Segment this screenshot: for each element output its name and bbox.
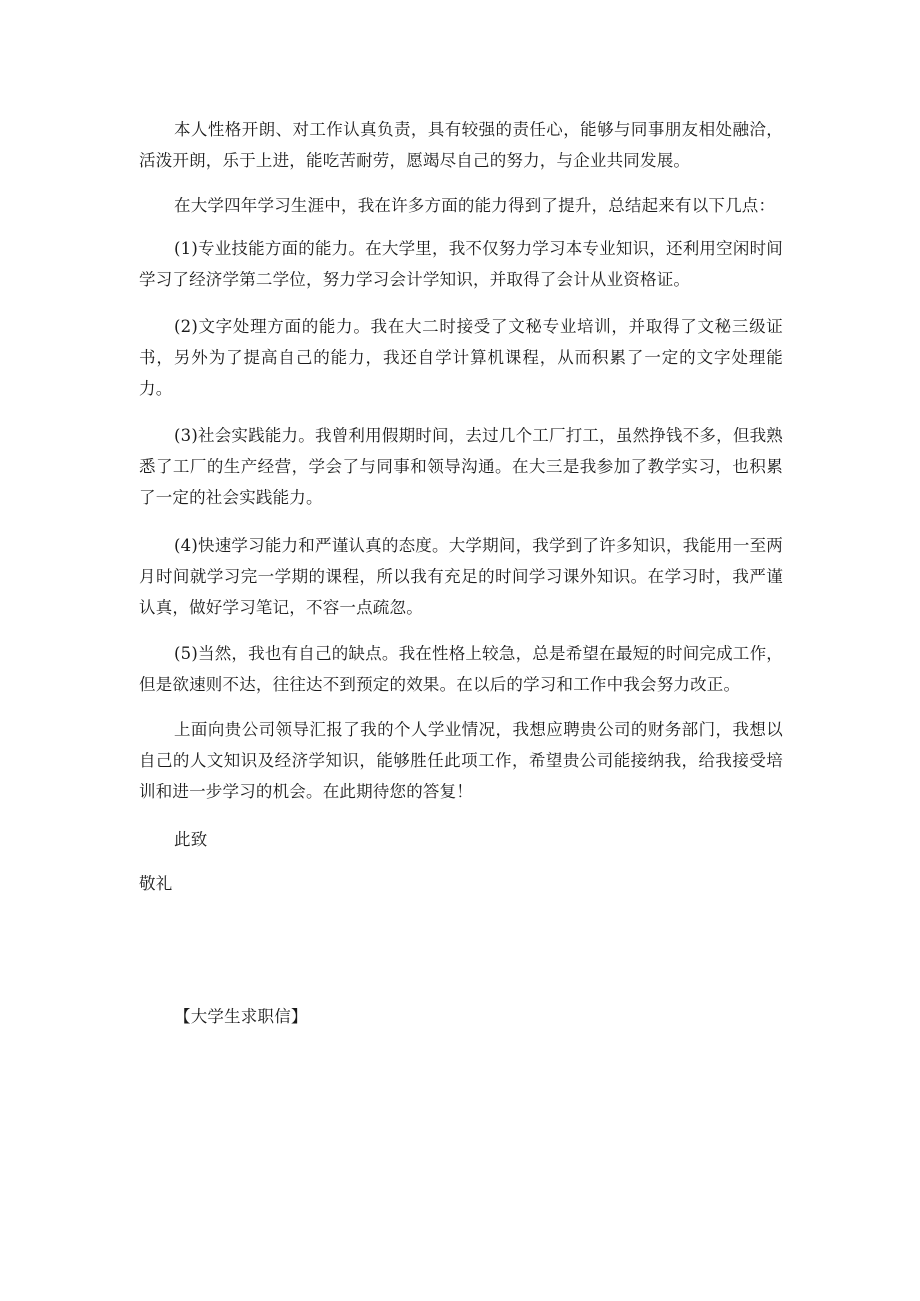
paragraph-ability-2: (2)文字处理方面的能力。我在大二时接受了文秘专业培训，并取得了文秘三级证书，另外为了提高自己的能力，我还自学计算机课程，从而积累了一定的文字处理能力。 bbox=[139, 317, 783, 398]
paragraph-ability-3: (3)社会实践能力。我曾利用假期时间，去过几个工厂打工，虽然挣钱不多，但我熟悉了工厂的生产经营，学会了与同事和领导沟通。在大三是我参加了教学实习，也积累了一定的社会实践能力。 bbox=[139, 426, 783, 507]
salutation-text: 敬礼 bbox=[139, 874, 173, 893]
paragraph-ability-4: (4)快速学习能力和严谨认真的态度。大学期间，我学到了许多知识，我能用一至两月时间就学习完一学期的课程，所以我有充足的时间学习课外知识。在学习时，我严谨认真，做好学习笔记，不容一点疏忽。 bbox=[139, 536, 783, 617]
paragraph-personality: 本人性格开朗、对工作认真负责，具有较强的责任心，能够与同事朋友相处融洽，活泼开朗，乐于上进，能吃苦耐劳，愿竭尽自己的努力，与企业共同发展。 bbox=[139, 120, 783, 170]
footer-title: 【大学生求职信】 bbox=[174, 1007, 308, 1026]
paragraph-ability-5: (5)当然，我也有自己的缺点。我在性格上较急，总是希望在最短的时间完成工作，但是欲速则不达，往往达不到预定的效果。在以后的学习和工作中我会努力改正。 bbox=[139, 644, 783, 694]
paragraph-intro-abilities: 在大学四年学习生涯中，我在许多方面的能力得到了提升，总结起来有以下几点： bbox=[174, 196, 776, 215]
closing-text: 此致 bbox=[174, 830, 208, 849]
paragraph-ability-1: (1)专业技能方面的能力。在大学里，我不仅努力学习本专业知识，还利用空闲时间学习了经济学第二学位，努力学习会计学知识，并取得了会计从业资格证。 bbox=[139, 239, 783, 289]
paragraph-conclusion: 上面向贵公司领导汇报了我的个人学业情况，我想应聘贵公司的财务部门，我想以自己的人文知识及经济学知识，能够胜任此项工作，希望贵公司能接纳我，给我接受培训和进一步学习的机会。在此期待您的答复！ bbox=[139, 720, 783, 801]
